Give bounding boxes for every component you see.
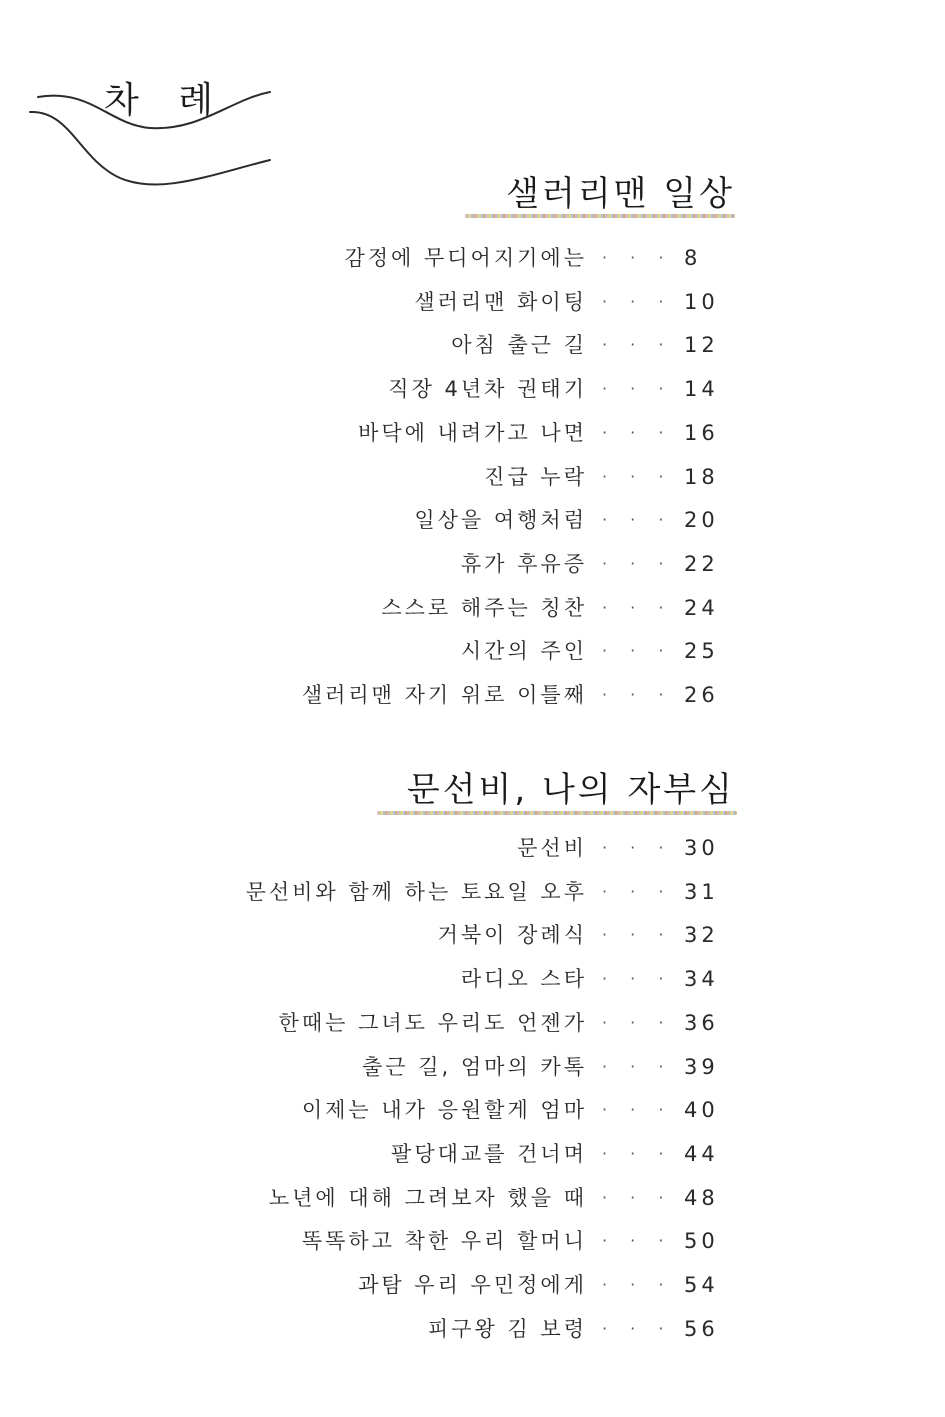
toc-entry[interactable] (0, 1047, 945, 1087)
toc-leader-dots: · · · (602, 1187, 673, 1207)
toc-page-number: 34 (684, 967, 719, 992)
toc-leader-dots: · · · (602, 641, 673, 661)
toc-entry[interactable] (0, 282, 945, 322)
toc-entry[interactable] (0, 675, 945, 715)
toc-entry-title: 샐러리맨 자기 위로 이틀째 (301, 683, 587, 707)
toc-leader-dots: · · · (602, 597, 673, 617)
section-heading: 문선비, 나의 자부심 (406, 770, 735, 810)
heading-underline (465, 214, 735, 218)
toc-leader-dots: · · · (602, 466, 673, 486)
toc-leader-dots: · · · (602, 510, 673, 530)
toc-leader-dots: · · · (602, 838, 673, 857)
toc-entry[interactable] (0, 325, 945, 365)
toc-entry[interactable] (0, 369, 945, 409)
toc-leader-dots: · · · (602, 422, 673, 442)
toc-entry[interactable] (0, 588, 945, 628)
toc-page-number: 8 (684, 246, 702, 270)
toc-entry-title: 거북이 장례식 (437, 923, 587, 948)
toc-leader-dots: · · · (602, 335, 673, 355)
toc-page-number: 56 (684, 1316, 719, 1341)
toc-page-number: 32 (684, 923, 719, 948)
toc-entry-title: 라디오 스타 (460, 967, 587, 992)
page-title: 차 례 (104, 80, 227, 121)
toc-page-number: 44 (684, 1141, 719, 1166)
toc-entry[interactable] (0, 828, 945, 868)
toc-entry[interactable] (0, 1309, 945, 1349)
toc-leader-dots: · · · (602, 1143, 673, 1163)
toc-entry[interactable] (0, 1090, 945, 1130)
toc-entry-title: 한때는 그녀도 우리도 언젠가 (278, 1010, 587, 1035)
toc-leader-dots: · · · (602, 291, 673, 311)
toc-page-number: 10 (684, 289, 719, 314)
toc-entry[interactable] (0, 1178, 945, 1218)
toc-entry-title: 출근 길, 엄마의 카톡 (362, 1054, 587, 1079)
toc-page-number: 24 (684, 595, 719, 620)
toc-entry-title: 문선비 (517, 836, 587, 860)
toc-entry-title: 이제는 내가 응원할게 엄마 (301, 1098, 587, 1123)
toc-entry-title: 팔당대교를 건너며 (391, 1141, 587, 1166)
toc-entry[interactable] (0, 959, 945, 999)
toc-leader-dots: · · · (602, 1056, 673, 1076)
toc-leader-dots: · · · (602, 1231, 673, 1251)
toc-entry-title: 바닥에 내려가고 나면 (358, 420, 587, 445)
toc-entry-title: 스스로 해주는 칭찬 (381, 595, 587, 620)
toc-entry-title: 똑똑하고 착한 우리 할머니 (301, 1229, 587, 1254)
toc-page-number: 54 (684, 1273, 719, 1297)
toc-entry-title: 노년에 대해 그려보자 했을 때 (268, 1185, 587, 1210)
toc-page-number: 18 (684, 464, 719, 489)
toc-leader-dots: · · · (602, 553, 673, 573)
toc-leader-dots: · · · (602, 881, 673, 901)
toc-entry-title: 진급 누락 (484, 464, 587, 489)
toc-leader-dots: · · · (602, 248, 673, 267)
toc-entry[interactable] (0, 631, 945, 671)
toc-leader-dots: · · · (602, 685, 673, 704)
toc-leader-dots: · · · (602, 925, 673, 945)
toc-leader-dots: · · · (602, 1100, 673, 1120)
toc-entry[interactable] (0, 915, 945, 955)
toc-page-number: 14 (684, 377, 719, 402)
toc-page-number: 40 (684, 1098, 719, 1123)
toc-entry[interactable] (0, 413, 945, 453)
toc-page-number: 50 (684, 1229, 719, 1254)
toc-entry-title: 피구왕 김 보령 (427, 1316, 587, 1341)
toc-entry[interactable] (0, 500, 945, 540)
toc-entry[interactable] (0, 238, 945, 278)
toc-page-number: 31 (684, 879, 719, 904)
section-heading: 샐러리맨 일상 (506, 174, 735, 214)
toc-leader-dots: · · · (602, 379, 673, 399)
toc-page-number: 25 (684, 639, 719, 664)
toc-entry-title: 아침 출근 길 (451, 333, 587, 358)
toc-entry[interactable] (0, 1265, 945, 1305)
toc-leader-dots: · · · (602, 1012, 673, 1032)
toc-page-number: 20 (684, 508, 719, 533)
toc-page-number: 22 (684, 551, 719, 576)
heading-underline (377, 811, 737, 815)
toc-entry[interactable] (0, 1134, 945, 1174)
toc-entry-title: 샐러리맨 화이팅 (414, 289, 587, 314)
toc-leader-dots: · · · (602, 1318, 673, 1338)
toc-page-number: 30 (684, 836, 719, 860)
toc-entry[interactable] (0, 457, 945, 497)
toc-entry-title: 일상을 여행처럼 (414, 508, 587, 533)
toc-entry-title: 직장 4년차 권태기 (388, 377, 587, 402)
toc-page-number: 12 (684, 333, 719, 358)
toc-entry-title: 과탐 우리 우민정에게 (358, 1273, 587, 1297)
toc-leader-dots: · · · (602, 969, 673, 989)
toc-entry[interactable] (0, 872, 945, 912)
toc-entry-title: 문선비와 함께 하는 토요일 오후 (245, 879, 587, 904)
toc-page-number: 26 (684, 683, 719, 707)
toc-page-number: 36 (684, 1010, 719, 1035)
toc-entry-title: 휴가 후유증 (460, 551, 587, 576)
toc-leader-dots: · · · (602, 1275, 673, 1294)
toc-entry[interactable] (0, 1003, 945, 1043)
toc-entry-title: 시간의 주인 (460, 639, 587, 664)
toc-page-number: 16 (684, 420, 719, 445)
toc-page-number: 48 (684, 1185, 719, 1210)
toc-entry-title: 감정에 무디어지기에는 (344, 246, 587, 270)
toc-entry[interactable] (0, 1221, 945, 1261)
toc-page-number: 39 (684, 1054, 719, 1079)
toc-entry[interactable] (0, 544, 945, 584)
